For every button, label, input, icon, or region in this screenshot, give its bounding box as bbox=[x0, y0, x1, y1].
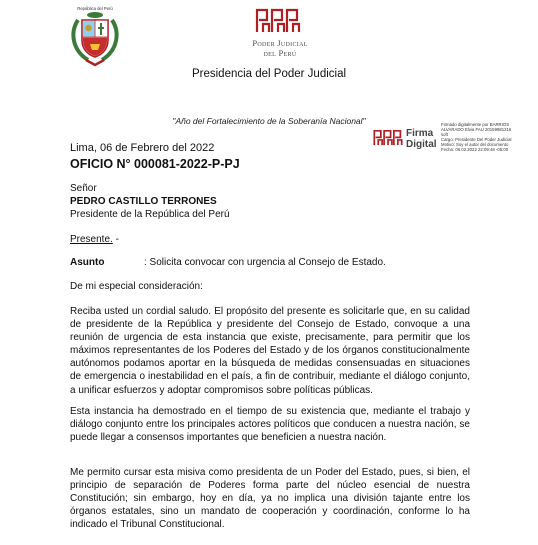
subject-text: : Solicita convocar con urgencia al Consejo de Estado. bbox=[144, 257, 386, 268]
firma-digital-label bbox=[406, 128, 437, 150]
coat-of-arms-text: República del Perú bbox=[77, 6, 113, 11]
signature-details bbox=[441, 122, 536, 153]
letter-date: Lima, 06 de Febrero del 2022 bbox=[70, 142, 215, 154]
year-motto: "Año del Fortalecimiento de la Soberanía Nacional" bbox=[172, 116, 366, 126]
signature-detail-line: Motivo: Soy el autor del documento bbox=[441, 142, 509, 148]
institution-name bbox=[225, 38, 335, 58]
institution-line2: del Perú bbox=[263, 48, 297, 58]
institution-line1: Poder Judicial bbox=[252, 38, 308, 48]
presente-line bbox=[70, 234, 119, 245]
firma-label-line2: Digital bbox=[406, 139, 437, 150]
body-paragraph: Me permito cursar esta misiva como presidenta de un Poder del Estado, pues, si bien, el principio de separación de Poderes forma parte del núcleo esencial de nuestra Constitución; sin embargo, hoy en día, ya no implica una división tajante entre los órganos estatales, sino un mandato de cooperación y coordinación, conforme lo ha indicado el Tribunal Constitucional. bbox=[70, 467, 470, 531]
signature-detail-line: Cargo: Presidente Del Poder Judicial bbox=[441, 137, 512, 143]
presente-word: Presente. bbox=[70, 234, 113, 245]
signature-detail-line: soft bbox=[441, 132, 448, 138]
presente-suffix: - bbox=[112, 234, 119, 245]
firma-digital-logo-icon bbox=[373, 126, 403, 150]
signature-detail-line: Firmado digitalmente por BARRIOS bbox=[441, 122, 510, 127]
firma-label-line1: Firma bbox=[406, 128, 434, 139]
signature-detail-line: Fecha: 06.02.2022 22:09:48 -05:00 bbox=[441, 147, 509, 153]
subject-label: Asunto bbox=[70, 257, 105, 268]
salutation-title: Señor bbox=[70, 183, 97, 194]
coat-of-arms-icon bbox=[68, 4, 122, 70]
body-paragraph: Reciba usted un cordial saludo. El propósito del presente es solicitarle que, en su calidad de presidente de la República y presidente del Consejo de Estado, convoque a una reunión de urgencia de esta instancia que existe, precisamente, para permitir que los máximos representantes de los Poderes del Estado y de los órganos constitucionalmente autónomos podamos aportar en la búsqueda de medidas consensuadas en situaciones de emergencia o inestabilidad en el país, a fin de contribuir, mediante el diálogo conjunto, a unificar esfuerzos y adoptar compromisos sobre políticas públicas. bbox=[70, 306, 470, 396]
recipient-name: PEDRO CASTILLO TERRONES bbox=[70, 196, 217, 207]
poder-judicial-logo-icon bbox=[255, 8, 301, 34]
letter-reference: OFICIO N° 000081-2022-P-PJ bbox=[70, 157, 240, 171]
greeting: De mi especial consideración: bbox=[70, 281, 203, 292]
recipient-position: Presidente de la República del Perú bbox=[70, 209, 230, 220]
body-paragraph: Esta instancia ha demostrado en el tiempo de su existencia que, mediante el trabajo y diálogo conjunto entre los principales actores políticos que conducen a nuestra nación, se puede llegar a consensos importantes que beneficien a nuestra nación. bbox=[70, 406, 470, 444]
signature-detail-line: ALVARADO Elvia FAU 20159981216 bbox=[441, 127, 512, 133]
office-title: Presidencia del Poder Judicial bbox=[191, 68, 347, 80]
